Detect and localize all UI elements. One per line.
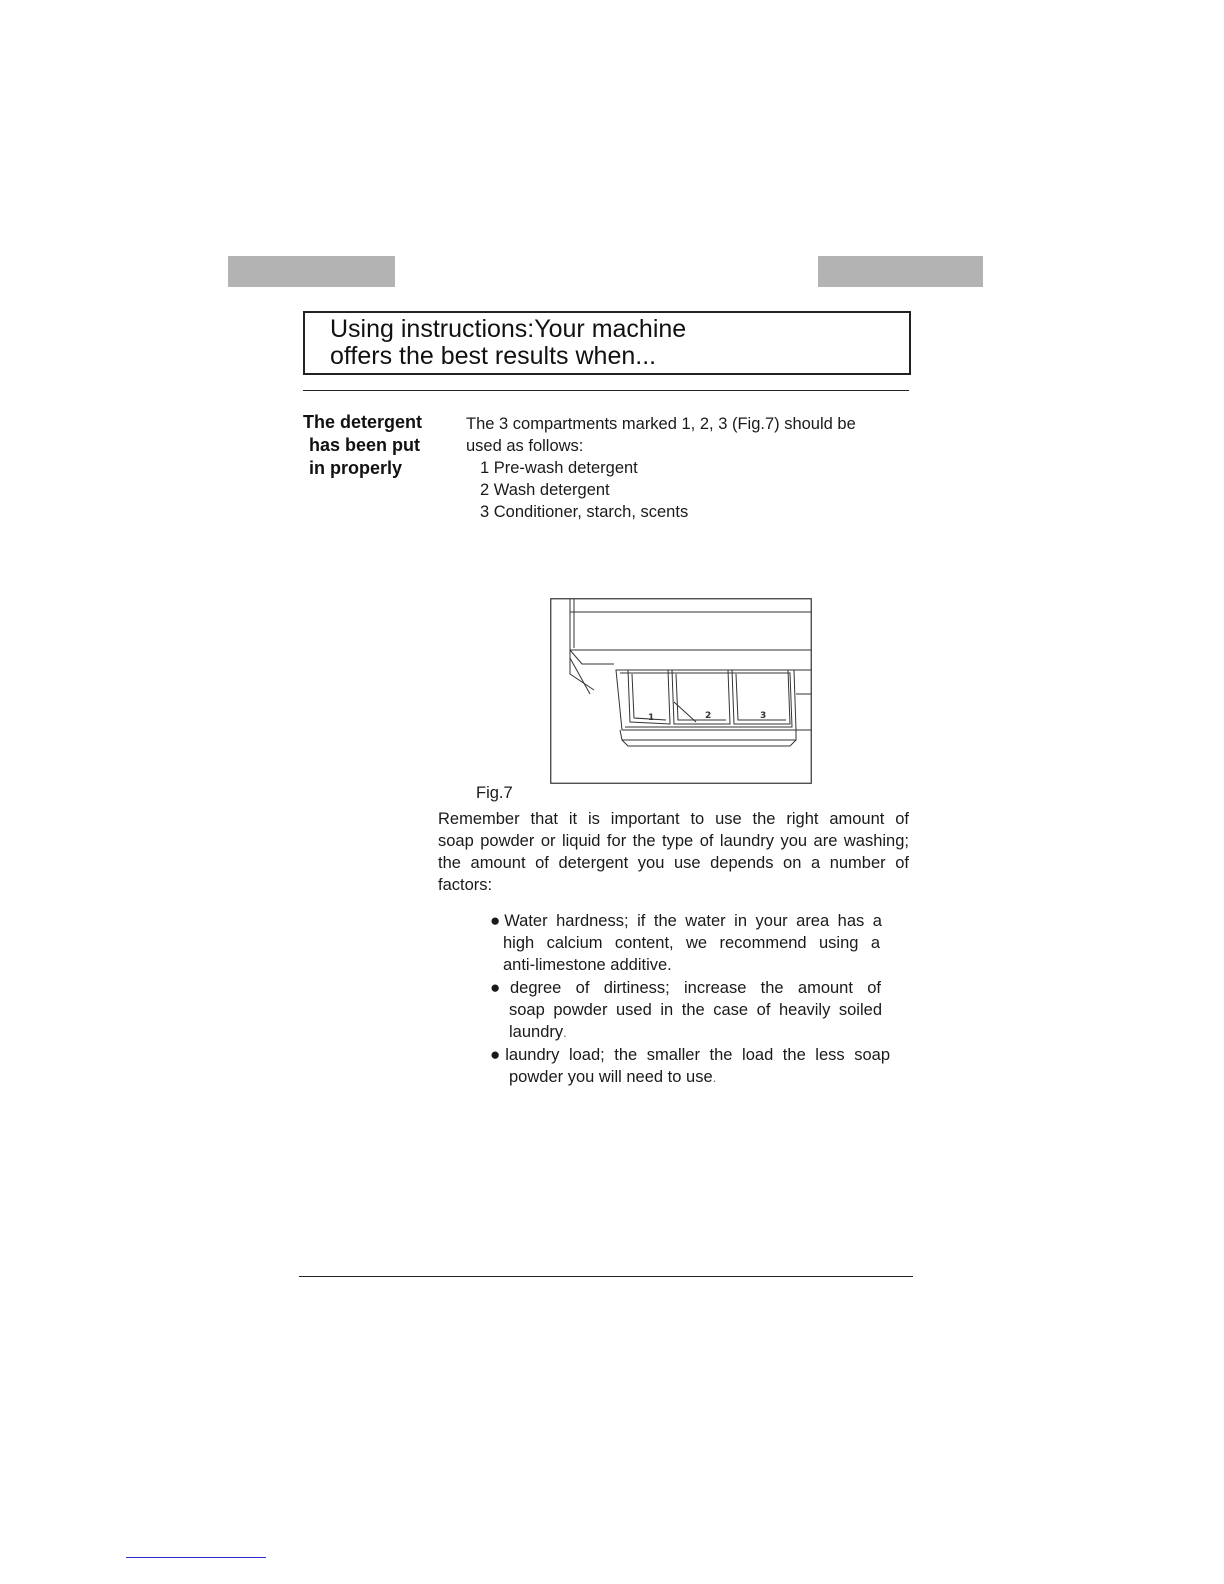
factor-2-text-1: degree of dirtiness; increase the amount of bbox=[509, 979, 881, 997]
factor-3-line-1 bbox=[490, 1044, 890, 1066]
factor-2-line-1 bbox=[490, 977, 881, 999]
bullet-icon: ● bbox=[490, 978, 510, 997]
factor-1-line-2: high calcium content, we recommend using a bbox=[503, 934, 880, 952]
figure-caption: Fig.7 bbox=[476, 784, 513, 802]
header-tab-left bbox=[228, 256, 395, 287]
paragraph-line-4: factors: bbox=[438, 876, 493, 894]
compartment-label-3: 3 bbox=[760, 711, 767, 721]
factor-2-period: . bbox=[563, 1025, 567, 1040]
paragraph-line-2: soap powder or liquid for the type of laundry you are washing; bbox=[438, 832, 909, 850]
factor-1-line-3: anti-limestone additive. bbox=[503, 956, 672, 974]
factor-2-text-3: laundry bbox=[509, 1023, 564, 1041]
header-tab-right bbox=[818, 256, 983, 287]
factor-3-period: . bbox=[712, 1070, 717, 1085]
factor-3-line-2 bbox=[509, 1066, 716, 1089]
factor-3-text-1: laundry load; the smaller the load the less soap bbox=[505, 1046, 890, 1064]
title-line-1: Using instructions:Your machine bbox=[330, 315, 687, 343]
bullet-icon: ● bbox=[490, 1045, 506, 1064]
factor-3-text-2: powder you will need to use bbox=[509, 1068, 713, 1086]
paragraph-line-3: the amount of detergent you use depends on a number of bbox=[438, 854, 909, 872]
bullet-icon: ● bbox=[490, 911, 505, 930]
compartment-item-1: 1 Pre-wash detergent bbox=[480, 459, 638, 477]
compartment-label-2: 2 bbox=[705, 711, 712, 721]
intro-line-1: The 3 compartments marked 1, 2, 3 (Fig.7) should be bbox=[466, 415, 856, 433]
footer-link-underline[interactable] bbox=[126, 1557, 266, 1558]
compartment-item-2: 2 Wash detergent bbox=[480, 481, 610, 499]
intro-line-2: used as follows: bbox=[466, 437, 584, 455]
side-heading-line-1: The detergent bbox=[303, 412, 423, 432]
compartment-label-1: 1 bbox=[648, 713, 655, 723]
factor-2-line-3 bbox=[509, 1021, 567, 1044]
title-line-2: offers the best results when... bbox=[330, 342, 657, 370]
factor-2-line-2: soap powder used in the case of heavily soiled bbox=[509, 1001, 882, 1019]
detergent-drawer-illustration bbox=[550, 598, 812, 784]
section-title-box bbox=[303, 311, 911, 375]
top-divider bbox=[303, 390, 909, 391]
bottom-divider bbox=[299, 1276, 913, 1277]
compartment-item-3: 3 Conditioner, starch, scents bbox=[480, 503, 689, 521]
side-heading-line-3: in properly bbox=[309, 458, 403, 478]
side-heading-line-2: has been put bbox=[309, 435, 421, 455]
factor-1-line-1 bbox=[490, 910, 882, 932]
paragraph-line-1: Remember that it is important to use the right amount of bbox=[438, 810, 909, 828]
factor-1-text-1: Water hardness; if the water in your area has a bbox=[504, 912, 882, 930]
